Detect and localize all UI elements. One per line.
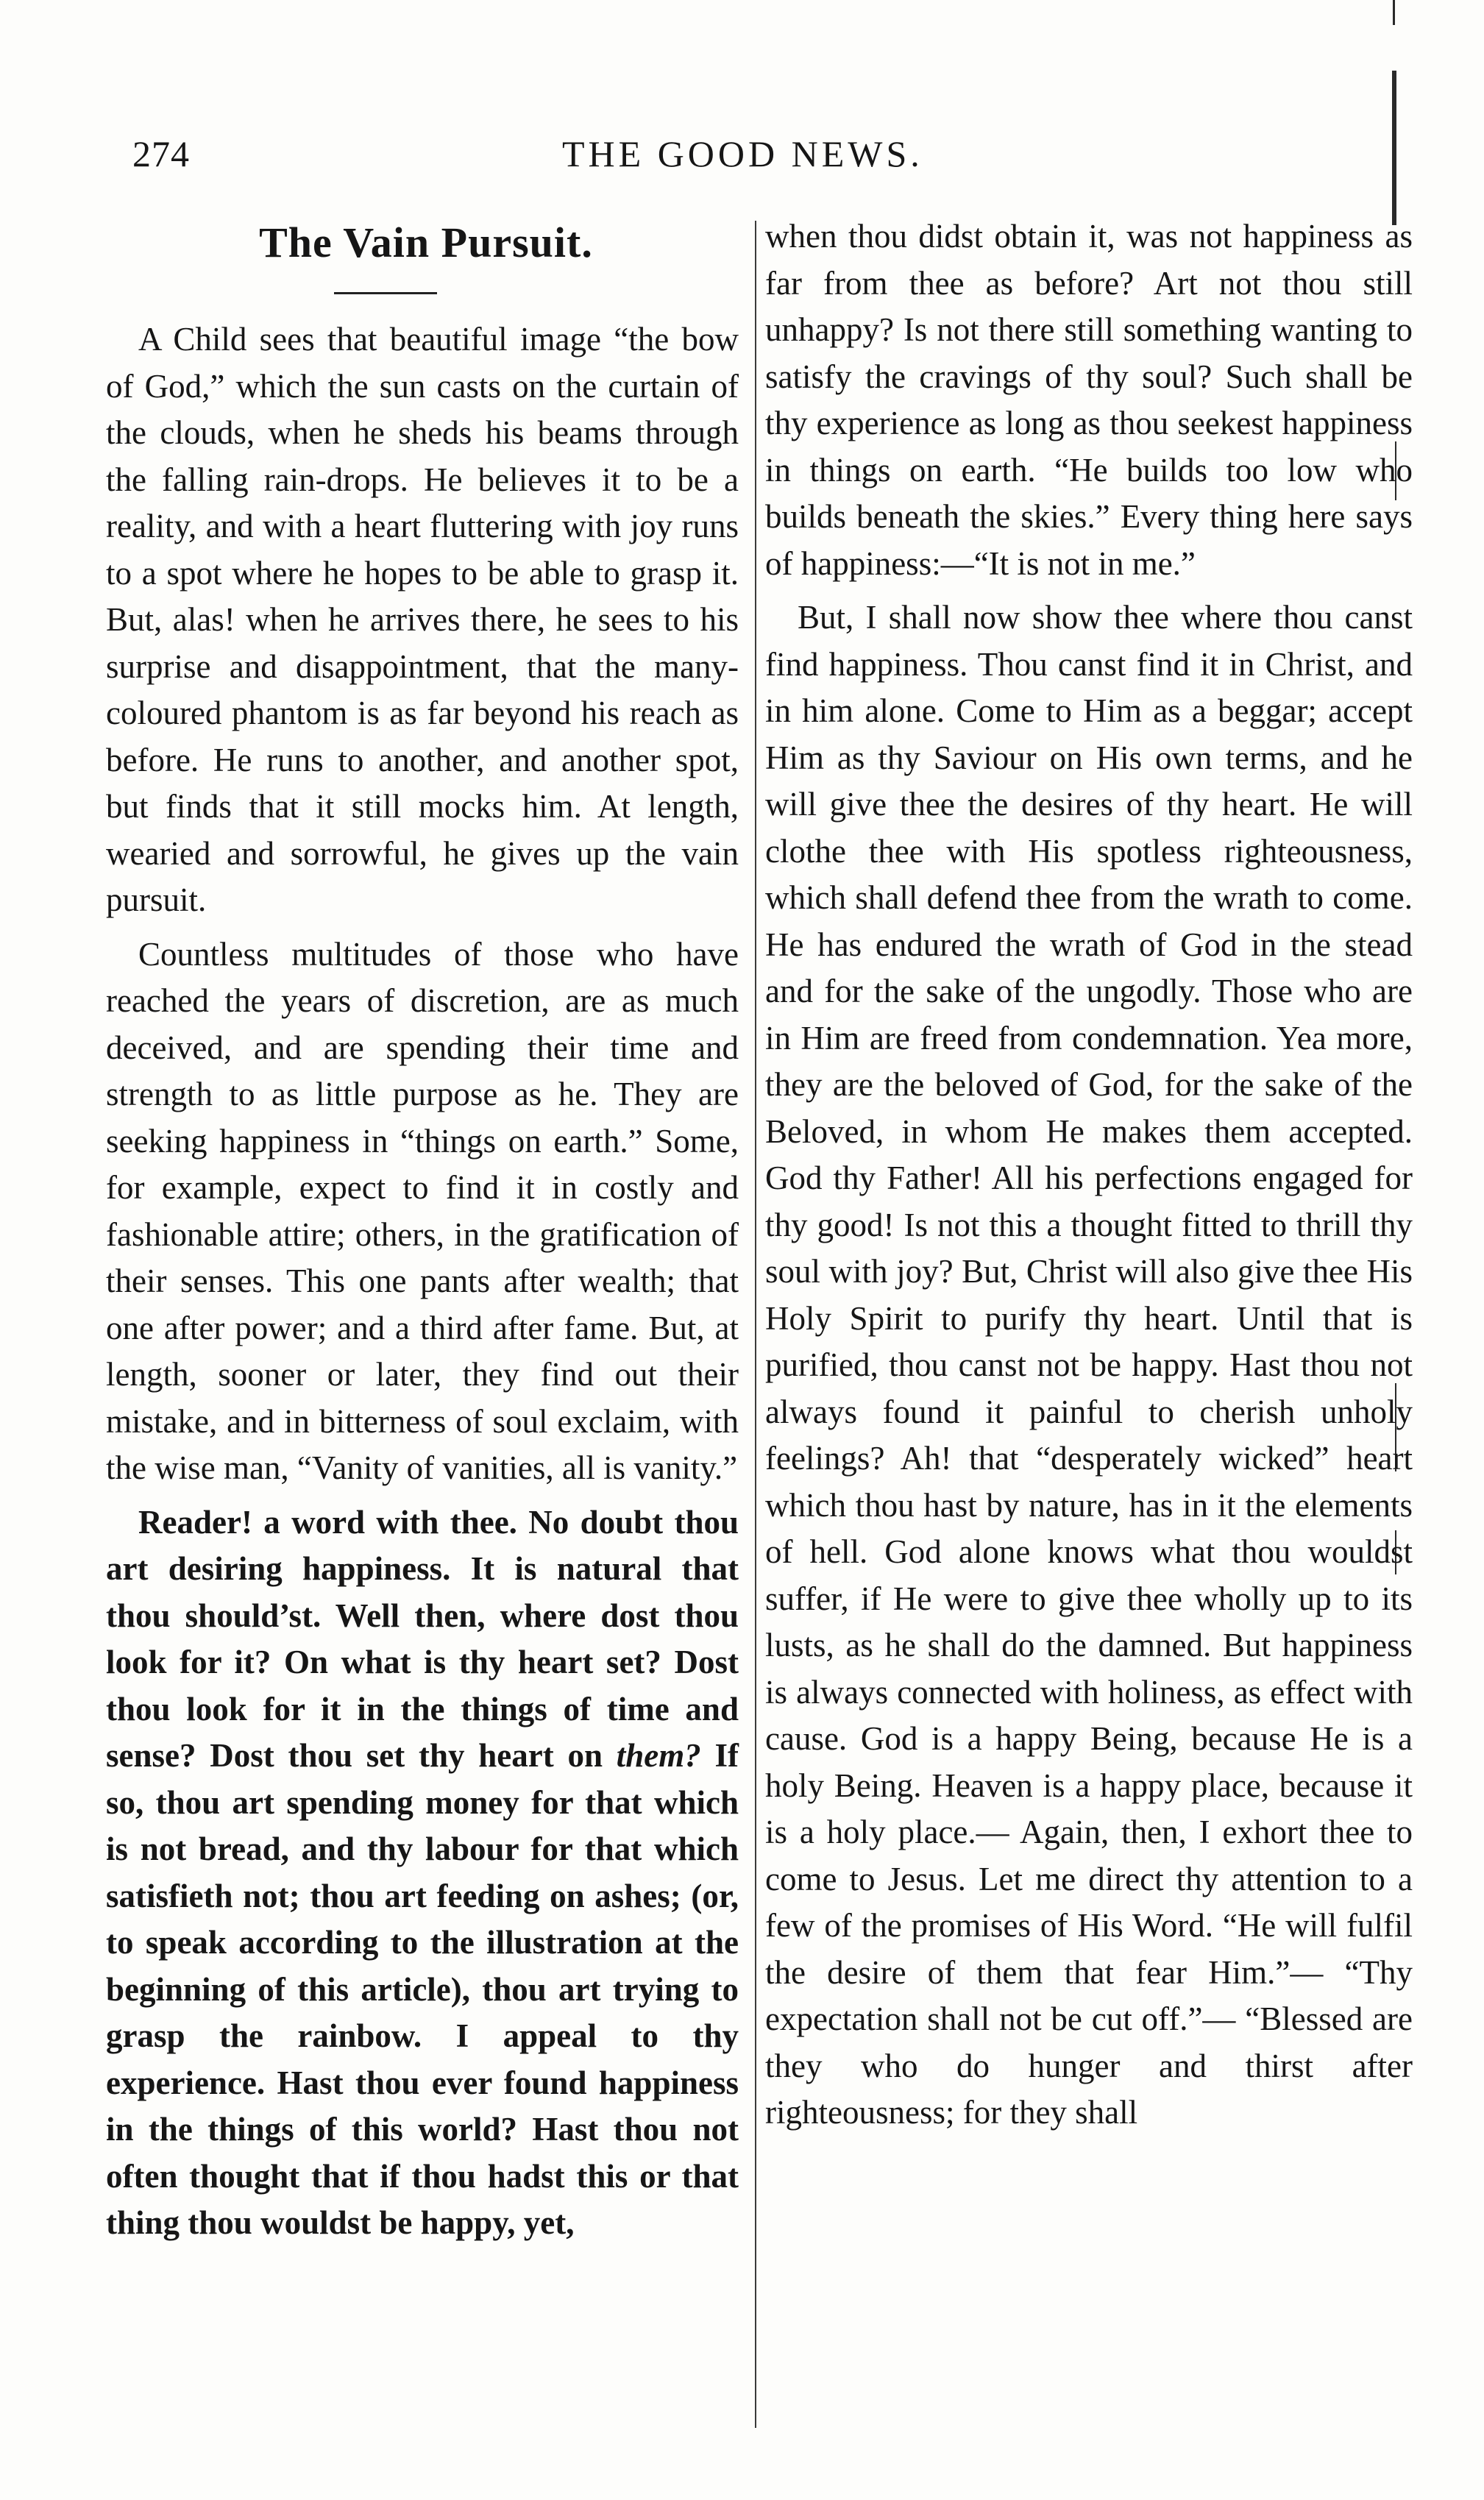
right-column <box>765 213 1413 2144</box>
column-divider <box>755 221 756 2428</box>
page-header <box>0 132 1484 184</box>
paragraph <box>106 1499 739 2247</box>
paragraph: when thou didst obtain it, was not happiness as far from thee as before? Art not thou still unhappy? Is not there still something wanting to satisfy the cravings of thy soul? Such shall be thy experience as long as thou seekest happiness in things on earth. “He builds too low who builds beneath the skies.” Every thing here says of happiness:—“It is not in me.” <box>765 218 1413 582</box>
emphasis: them? <box>616 1737 701 1774</box>
article-title: The Vain Pursuit. <box>259 219 593 266</box>
running-head: THE GOOD NEWS. <box>562 133 923 174</box>
title-rule <box>334 292 437 294</box>
margin-mark <box>1393 0 1395 25</box>
paragraph: But, I shall now show thee where thou canst find happiness. Thou canst find it in Christ, and in him alone. Come to Him as a beggar; accept Him as thy Saviour on His own terms, and he will give thee the desires of thy heart. He will clothe thee with His spotless righteousness, which shall defend thee from the wrath to come. He has endured the wrath of God in the stead and for the sake of the ungodly. Those who are in Him are freed from condemnation. Yea more, they are the beloved of God, for the sake of the Beloved, in whom He makes them accepted. God thy Father! All his perfections engaged for thy good! Is not this a thought fitted to thrill thy soul with joy? But, Christ will also give thee His Holy Spirit to purify thy heart. Until that is purified, thou canst not be happy. Hast thou not always found it painful to cherish unholy feelings? Ah! that “desperately wicked” heart which thou hast by nature, has in it the elements of hell. God alone knows what thou wouldst suffer, if He were to give thee wholly up to its lusts, as he shall do the damned. But happiness is always connected with holiness, as effect with cause. God is a happy Being, because He is a holy Being. Heaven is a happy place, because it is a holy place.— Again, then, I exhort thee to come to Jesus. Let me direct thy attention to a few of the promises of His Word. “He will fulfil the desire of them that fear Him.”— “Thy expectation shall not be cut off.”— “Blessed are they who do hunger and thirst after righteousness; for they shall <box>765 599 1413 2131</box>
paragraph-text: If so, thou art spending money for that which is not bread, and thy labour for that which satisfieth not; thou art feeding on ashes; (or, to speak according to the illustration at the beginning of this article), thou art trying to grasp the rainbow. I appeal to thy experience. Hast thou ever found happiness in the things of this world? Hast thou not often thought that if thou hadst this or that thing thou wouldst be happy, yet, <box>106 1737 739 2241</box>
paragraph: A Child sees that beautiful image “the bow of God,” which the sun casts on the curtain of the clouds, when he sheds his beams through the falling rain-drops. He believes it to be a reality, and with a heart fluttering with joy runs to a spot where he hopes to be able to grasp it. But, alas! when he arrives there, he sees to his surprise and disappointment, that the many-coloured phantom is as far beyond his reach as before. He runs to another, and another spot, but finds that it still mocks him. At length, wearied and sorrowful, he gives up the vain pursuit. <box>106 321 739 918</box>
paragraph-text: Reader! a word with thee. No doubt thou art desiring happiness. It is natural that thou should’st. Well then, where dost thou look for it? On what is thy heart set? Dost thou look for it in the things of time and sense? Dost thou set thy heart on <box>106 1503 739 1774</box>
paragraph: Countless multitudes of those who have reached the years of discretion, are as much deceived, and are spending their time and strength to as little purpose as he. They are seeking happiness in “things on earth.” Some, for example, expect to find it in costly and fashionable attire; others, in the gratification of their senses. This one pants after wealth; that one after power; and a third after fame. But, at length, sooner or later, they find out their mistake, and in bitterness of soul exclaim, with the wise man, “Vanity of vanities, all is vanity.” <box>106 935 739 1486</box>
left-column <box>106 213 739 2254</box>
page-number: 274 <box>132 133 190 174</box>
